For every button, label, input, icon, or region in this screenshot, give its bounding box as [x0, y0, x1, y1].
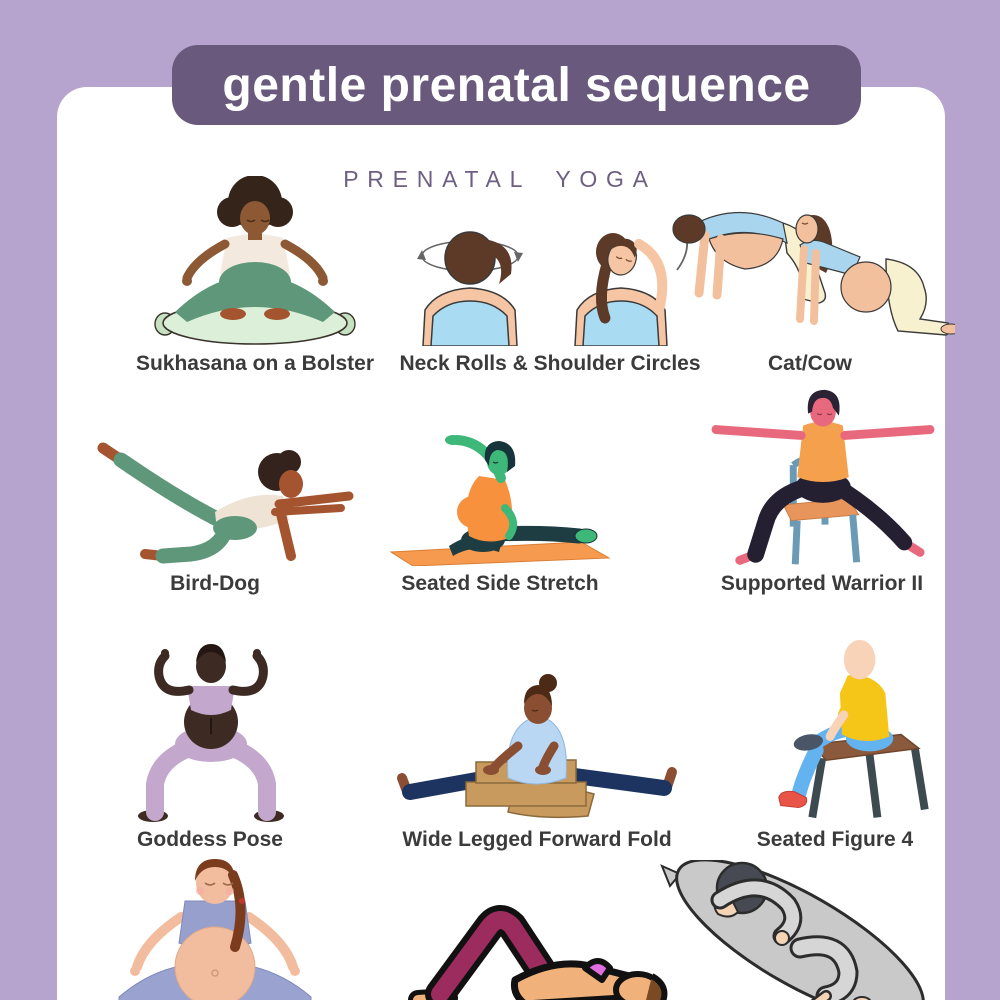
poster-subtitle: PRENATAL YOGA	[343, 166, 657, 192]
side-lying-body-pillow-illustration	[650, 860, 950, 1000]
goddess-pose-illustration	[103, 632, 318, 822]
seated-figure-4-illustration	[720, 630, 950, 822]
pose-label: Seated Figure 4	[756, 828, 914, 852]
pose-cell-side-stretch	[370, 400, 630, 598]
wide-legged-forward-fold-illustration	[392, 662, 682, 822]
pose-cell-sukhasana	[115, 160, 395, 378]
pose-cell-neck-rolls	[390, 160, 710, 378]
pose-cell-bird-dog	[65, 400, 365, 598]
pose-cell-cat-cow	[665, 160, 955, 378]
pose-label: Supported Warrior II	[720, 572, 924, 596]
cat-cow-illustration	[665, 181, 955, 346]
supine-pelvic-tilt-illustration	[340, 902, 670, 1000]
pose-cell-side-lying-pillow-partial	[650, 860, 950, 1000]
seated-meditation-illustration	[103, 855, 328, 1000]
pose-cell-forward-fold	[382, 632, 692, 854]
pose-label: Seated Side Stretch	[401, 572, 599, 595]
pose-label: Wide Legged Forward Fold	[402, 828, 672, 851]
pose-cell-goddess	[90, 632, 330, 854]
supported-warrior-2-illustration	[697, 378, 947, 566]
poster-title: gentle prenatal sequence	[222, 58, 811, 112]
pose-label: Cat/Cow	[768, 352, 852, 375]
pose-label: Sukhasana on a Bolster	[135, 352, 375, 375]
pose-cell-warrior-2	[687, 378, 957, 598]
pose-cell-figure-4	[710, 630, 960, 854]
sukhasana-on-bolster-illustration	[145, 176, 365, 346]
pose-label: Goddess Pose	[137, 828, 283, 851]
bird-dog-illustration	[75, 426, 355, 566]
pose-label: Bird-Dog	[170, 572, 260, 595]
neck-rolls-shoulder-circles-illustration	[395, 206, 705, 346]
pose-label: Neck Rolls & Shoulder Circles	[399, 352, 701, 375]
pose-cell-meditation-partial	[100, 855, 330, 1000]
pose-cell-pelvic-tilt-partial	[340, 902, 670, 1000]
title-banner	[172, 45, 861, 125]
seated-side-stretch-illustration	[383, 416, 618, 566]
